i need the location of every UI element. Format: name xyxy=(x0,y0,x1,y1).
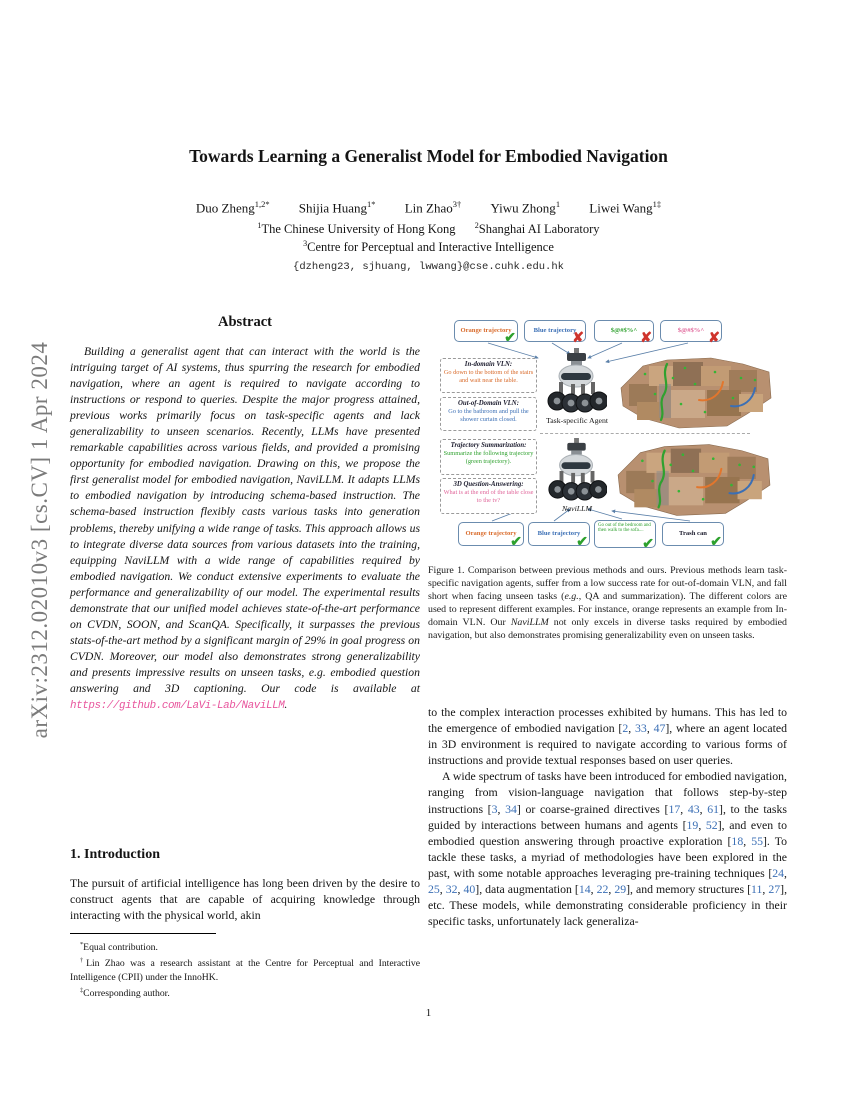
cross-icon: ✘ xyxy=(572,331,584,346)
robot-icon xyxy=(547,348,607,414)
citation[interactable]: 33 xyxy=(635,721,647,736)
footnote-rule xyxy=(70,933,216,934)
task-box-out-of-domain-vln: Out-of-Domain VLN: Go to the bathroom and pull the shower curtain closed. xyxy=(440,397,537,431)
abstract-heading: Abstract xyxy=(218,314,272,330)
check-icon: ✔ xyxy=(576,535,588,550)
speech-bubble-gibberish-green: $@#$%^ ✘ xyxy=(594,320,654,342)
citation[interactable]: 29 xyxy=(614,882,627,897)
citation[interactable]: 11 xyxy=(751,882,763,897)
introduction-paragraph: The pursuit of artificial intelligence has long been driven by the desire to construct agents that are capable of acquiring knowledge through interacting with the physical world, akin xyxy=(70,876,420,923)
check-icon: ✔ xyxy=(710,535,722,550)
house-scan-bottom xyxy=(612,440,774,525)
citation[interactable]: 14 xyxy=(578,882,591,897)
code-repository-link[interactable]: https://github.com/LaVi-Lab/NaviLLM xyxy=(70,700,285,713)
task-box-trajectory-summarization: Trajectory Summarization: Summarize the following trajectory (green trajectory). xyxy=(440,439,537,475)
speech-bubble-orange-trajectory-bottom: Orange trajectory ✔ xyxy=(458,522,524,546)
footnotes xyxy=(70,938,420,1001)
citation[interactable]: 61 xyxy=(707,801,720,816)
footnote-equal-contribution: *Equal contribution. xyxy=(80,941,158,954)
author: Liwei Wang$^{1\ddagger}$ xyxy=(589,199,662,216)
citation[interactable]: 17 xyxy=(668,801,681,816)
citation[interactable]: 52 xyxy=(705,817,718,832)
citation[interactable]: 32 xyxy=(445,882,458,897)
citation[interactable]: 18 xyxy=(731,833,744,848)
paper-title: Towards Learning a Generalist Model for Embodied Navigation xyxy=(189,146,668,166)
italic-text: e.g. xyxy=(564,591,579,603)
page-number: 1 xyxy=(425,1007,432,1019)
affiliation: $^2$Shanghai AI Laboratory xyxy=(474,221,600,237)
citation[interactable]: 22 xyxy=(596,882,609,897)
citation[interactable]: 2 xyxy=(622,721,629,736)
abstract-text xyxy=(70,344,420,714)
affiliations-line-2 xyxy=(70,239,787,255)
cross-icon: ✘ xyxy=(708,331,720,346)
speech-bubble-trash-can: Trash can ✔ xyxy=(662,522,724,546)
figure-1-caption: Figure 1. Comparison between previous methods and ours. Previous methods learn task-specific navigation agents, suffer from a low success rate for out-of-domain VLN, and fall short when facing unseen tasks (e.g., QA and summarization). The different colors are used to represent different examples. For instance, orange represents an example from In-domain VLN. Our NaviLLM not only excels in diverse tasks required by embodied navigation, but also demonstrates promising generalizability even on unseen tasks. xyxy=(428,565,787,642)
speech-bubble-summary-answer: Go out of the bedroom and then walk to the sofa.... ✔ xyxy=(594,520,656,548)
citation[interactable]: 55 xyxy=(751,833,763,848)
affiliations-line-1 xyxy=(70,221,787,237)
body-paragraph-2: A wide spectrum of tasks have been introduced for embodied navigation, ranging from vision-language navigation that follows step-by-step instructions [3, 34] or coarse-grained directives [17, 43, 61], to the tasks guided by interactions between humans and agents [19, 52], and even to embodied question answering through proactive exploration [18, 55]. To tackle these tasks, a myriad of methodologies have been explored in the past, with some notable approaches leveraging pre-training techniques [24, 25, 32, 40], data augmentation [14, 22, 29], and memory structures [11, 27], etc. These models, while demonstrating considerable proficiency in their specific tasks, unfortunately lack generaliza- xyxy=(428,769,788,929)
citation[interactable]: 47 xyxy=(653,721,666,736)
check-icon: ✔ xyxy=(504,331,516,346)
footnote-lin-zhao: †Lin Zhao was a research assistant at the Centre for Perceptual and Interactive Intelligence (CPII) under the InnoHK. xyxy=(70,957,421,983)
citation[interactable]: 19 xyxy=(686,817,699,832)
speech-bubble-blue-trajectory-top: Blue trajectory ✘ xyxy=(524,320,586,342)
citation[interactable]: 24 xyxy=(772,865,785,880)
author: Yiwu Zhong$^1$ xyxy=(490,199,561,216)
body-paragraph-1: to the complex interaction processes exhibited by humans. This has led to the emergence of embodied navigation [2, 33, 47], where an agent located in 3D environment is required to navigate according to various forms of instructions and provide textual responses based on user queries. xyxy=(428,705,787,768)
speech-bubble-gibberish-pink: $@#$%^ ✘ xyxy=(660,320,722,342)
check-icon: ✔ xyxy=(510,535,522,550)
italic-text: NaviLLM xyxy=(510,617,549,629)
citation[interactable]: 34 xyxy=(505,801,517,816)
author: Shijia Huang$^{1*}$ xyxy=(298,199,376,216)
citation[interactable]: 3 xyxy=(491,801,498,816)
cross-icon: ✘ xyxy=(640,331,652,346)
citation[interactable]: 40 xyxy=(463,882,476,897)
section-heading-introduction: 1. Introduction xyxy=(70,847,160,862)
house-scan-top xyxy=(614,354,776,437)
speech-bubble-blue-trajectory-bottom: Blue trajectory ✔ xyxy=(528,522,590,546)
citation[interactable]: 25 xyxy=(428,882,440,897)
robot-icon xyxy=(547,438,607,502)
author-list xyxy=(70,199,787,216)
agent-label-navillm: NaviLLM xyxy=(562,504,592,513)
citation[interactable]: 43 xyxy=(687,801,700,816)
affiliation: $^1$The Chinese University of Hong Kong xyxy=(257,221,456,237)
citation[interactable]: 27 xyxy=(768,882,781,897)
agent-label-task-specific: Task-specific Agent xyxy=(545,416,609,425)
right-column-body xyxy=(428,704,787,941)
contact-email: {dzheng23, sjhuang, lwwang}@cse.cuhk.edu.hk xyxy=(293,261,564,273)
check-icon: ✔ xyxy=(642,537,654,552)
figure-1 xyxy=(428,312,787,560)
speech-bubble-orange-trajectory-top: Orange trajectory ✔ xyxy=(454,320,518,342)
abstract-paragraph: Building a generalist agent that can interact with the world is the intriguing target of AI systems, thus spurring the research for embodied navigation, where an agent is required to navigate according to instructions or respond to queries. Despite the major progress attained, previous works primarily focus on task-specific agents and lack generalizability to unseen scenarios. Recently, LLMs have presented remarkable capabilities across various fields, and provided a promising opportunity for embodied navigation. Drawing on this, we propose the first generalist model for embodied navigation, NaviLLM. It adapts LLMs to embodied navigation by introducing schema-based instruction. The schema-based instruction flexibly casts various tasks into generation problems, thereby unifying a wide range of tasks. This approach allows us to integrate diverse data sources from various datasets into the training, equipping NaviLLM with a wide range of capabilities required by embodied navigation. We conduct extensive experiments to evaluate the performance and generalizability of our model. The experimental results demonstrate that our unified model achieves state-of-the-art performance on CVDN, SOON, and ScanQA. Specifically, it surpasses the previous stats-of-the-art method by a significant margin of 29% in goal progress on CVDN. Moreover, our model also demonstrates strong generalizability and presents impressive results on unseen tasks, e.g. embodied question answering and 3D captioning. Our code is available at https://github.com/LaVi-Lab/NaviLLM. xyxy=(70,345,420,713)
affiliation: $^3$Centre for Perceptual and Interactive Intelligence xyxy=(303,239,554,255)
author: Lin Zhao$^{3\dagger}$ xyxy=(404,199,462,216)
task-box-3d-question-answering: 3D Question-Answering: What is at the end of the table close to the tv? xyxy=(440,478,537,514)
task-box-in-domain-vln: In-domain VLN: Go down to the bottom of the stairs and wait near the table. xyxy=(440,358,537,393)
author: Duo Zheng$^{1,2*}$ xyxy=(195,199,270,216)
arxiv-watermark: arXiv:2312.02010v3 [cs.CV] 1 Apr 2024 xyxy=(27,341,52,739)
footnote-corresponding-author: ‡Corresponding author. xyxy=(80,987,170,1000)
